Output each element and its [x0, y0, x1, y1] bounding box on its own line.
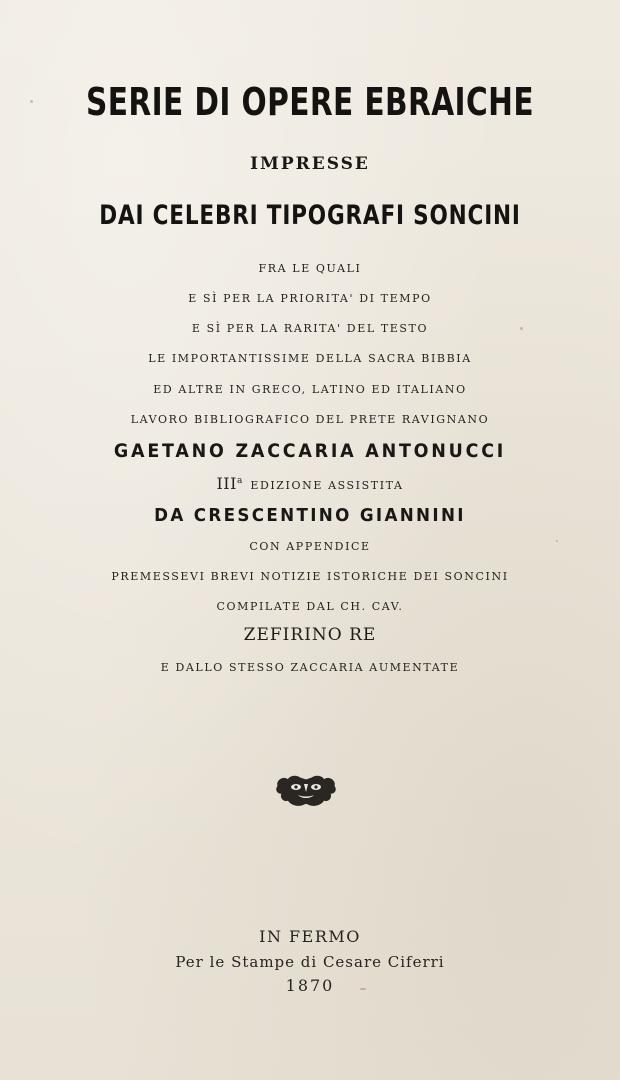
edition-text: EDIZIONE ASSISTITA	[250, 479, 404, 492]
title-line-2: IMPRESSE	[250, 154, 370, 174]
description-line: ED ALTRE IN GRECO, LATINO ED ITALIANO	[153, 383, 467, 396]
title-line-1: SERIE DI OPERE EBRAICHE	[86, 80, 534, 124]
description-line: LAVORO BIBLIOGRAFICO DEL PRETE RAVIGNANO	[130, 413, 490, 426]
imprint-place: IN FERMO	[259, 927, 361, 946]
title-line-3: DAI CELEBRI TIPOGRAFI SONCINI	[99, 200, 521, 231]
appendix-line: PREMESSEVI BREVI NOTIZIE ISTORICHE DEI SONCINI	[111, 570, 509, 583]
description-line: LE IMPORTANTISSIME DELLA SACRA BIBBIA	[148, 352, 472, 365]
paper-speck	[30, 100, 33, 103]
description-line: E SÌ PER LA PRIORITA' DI TEMPO	[188, 292, 432, 305]
edition-number: III	[216, 474, 237, 493]
imprint-printer: Per le Stampe di Cesare Ciferri	[175, 953, 445, 971]
closing-line: E DALLO STESSO ZACCARIA AUMENTATE	[160, 661, 460, 674]
appendix-line: CON APPENDICE	[249, 540, 371, 553]
edition-superscript: a	[236, 476, 243, 486]
appendix-line: COMPILATE DAL CH. CAV.	[216, 600, 404, 613]
description-line: FRA LE QUALI	[258, 262, 362, 275]
editor-name: DA CRESCENTINO GIANNINI	[154, 505, 466, 526]
edition-statement	[0, 474, 620, 493]
author-name: GAETANO ZACCARIA ANTONUCCI	[113, 440, 507, 462]
imprint-year: 1870	[285, 976, 335, 995]
grotesque-mask-ornament-icon	[274, 772, 338, 810]
description-line: E SÌ PER LA RARITA' DEL TESTO	[191, 322, 429, 335]
contributor-name: ZEFIRINO RE	[243, 625, 377, 645]
